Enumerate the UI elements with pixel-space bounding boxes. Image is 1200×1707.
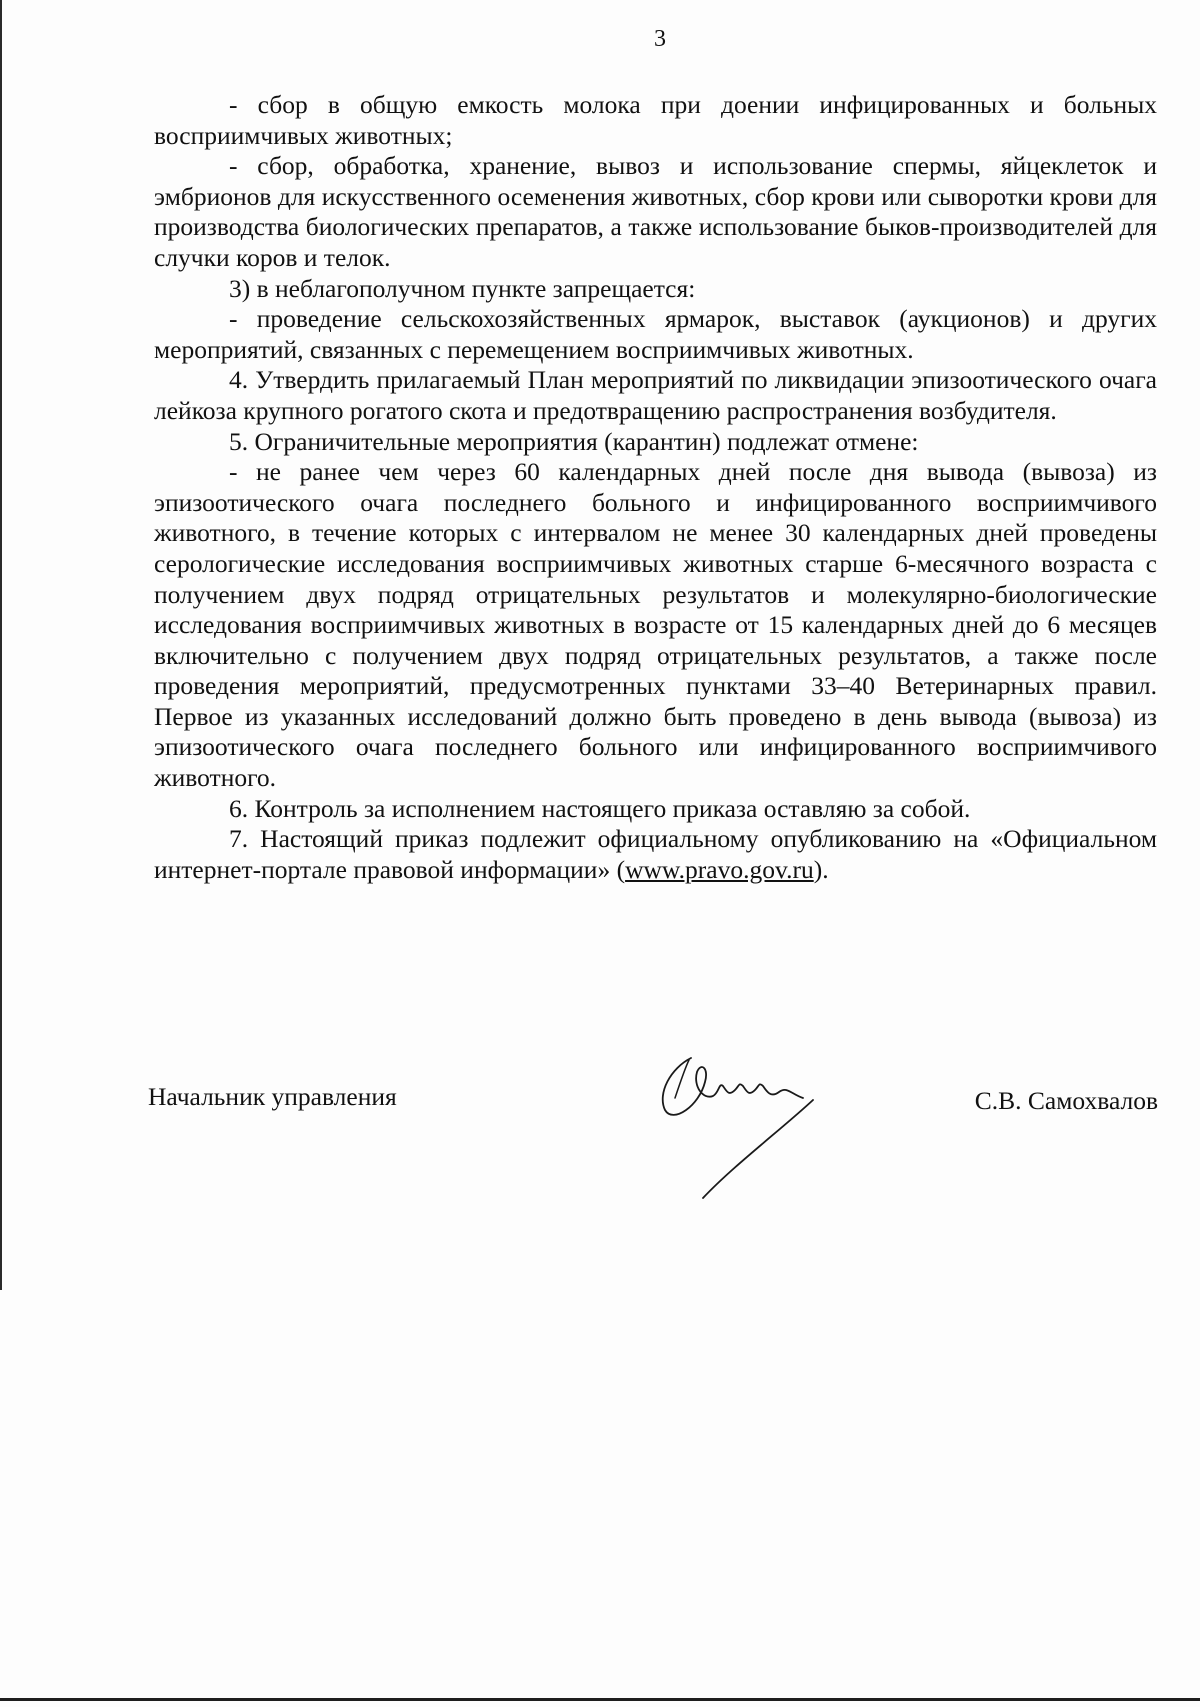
scan-left-border [0,0,2,1290]
pravo-link[interactable]: www.pravo.gov.ru [625,854,814,884]
publication-closing: ). [813,854,829,884]
scan-bottom-border [0,1698,1200,1701]
signer-title: Начальник управления [148,1082,397,1111]
paragraph-prohibited-header: 3) в неблагополучном пункте запрещается: [229,273,696,303]
paragraph-sperm-embryos: - сбор, обработка, хранение, вывоз и использование спермы, яйцеклеток и эмбрионов для искусственного осеменения животных, сбор крови или сыворотки крови для производства биологических препаратов, а также использование быков-производителей для случки коров и телок. [154,151,1157,272]
page-number: 3 [654,26,666,52]
signature-block [148,1068,1158,1208]
paragraph-approve-plan: 4. Утвердить прилагаемый План мероприятий по ликвидации эпизоотического очага лейкоза крупного рогатого скота и предотвращению распространения возбудителя. [154,365,1157,425]
paragraph-quarantine-conditions: - не ранее чем через 60 календарных дней после дня вывода (вывоза) из эпизоотического очага последнего больного и инфицированного восприимчивого животного, в течение которых с интервалом не менее 30 календарных дней проведены серологические исследования восприимчивых животных старше 6-месячного возраста с получением двух подряд отрицательных результатов и молекулярно-биологические исследования восприимчивых животных в возрасте от 15 календарных дней до 6 месяцев включительно с получением двух подряд отрицательных результатов, а также после проведения мероприятий, предусмотренных пунктами 33–40 Ветеринарных правил. Первое из указанных исследований должно быть проведено в день вывода (вывоза) из эпизоотического очага последнего больного или инфицированного восприимчивого животного. [154,457,1157,793]
paragraph-milk-collection: - сбор в общую емкость молока при доении инфицированных и больных восприимчивых животных; [154,90,1157,150]
paragraph-publication [154,824,1157,885]
document-body [154,90,1157,885]
paragraph-fairs: - проведение сельскохозяйственных ярмарок, выставок (аукционов) и других мероприятий, связанных с перемещением восприимчивых животных. [154,304,1157,364]
signer-name: С.В. Самохвалов [974,1086,1158,1115]
handwritten-signature [653,1038,843,1213]
publication-text: 7. Настоящий приказ подлежит официальному опубликованию на «Официальном интернет-портале правовой информации» ( [154,824,1157,884]
paragraph-control: 6. Контроль за исполнением настоящего приказа оставляю за собой. [229,793,971,823]
paragraph-quarantine-cancel: 5. Ограничительные мероприятия (карантин) подлежат отмене: [229,426,919,456]
